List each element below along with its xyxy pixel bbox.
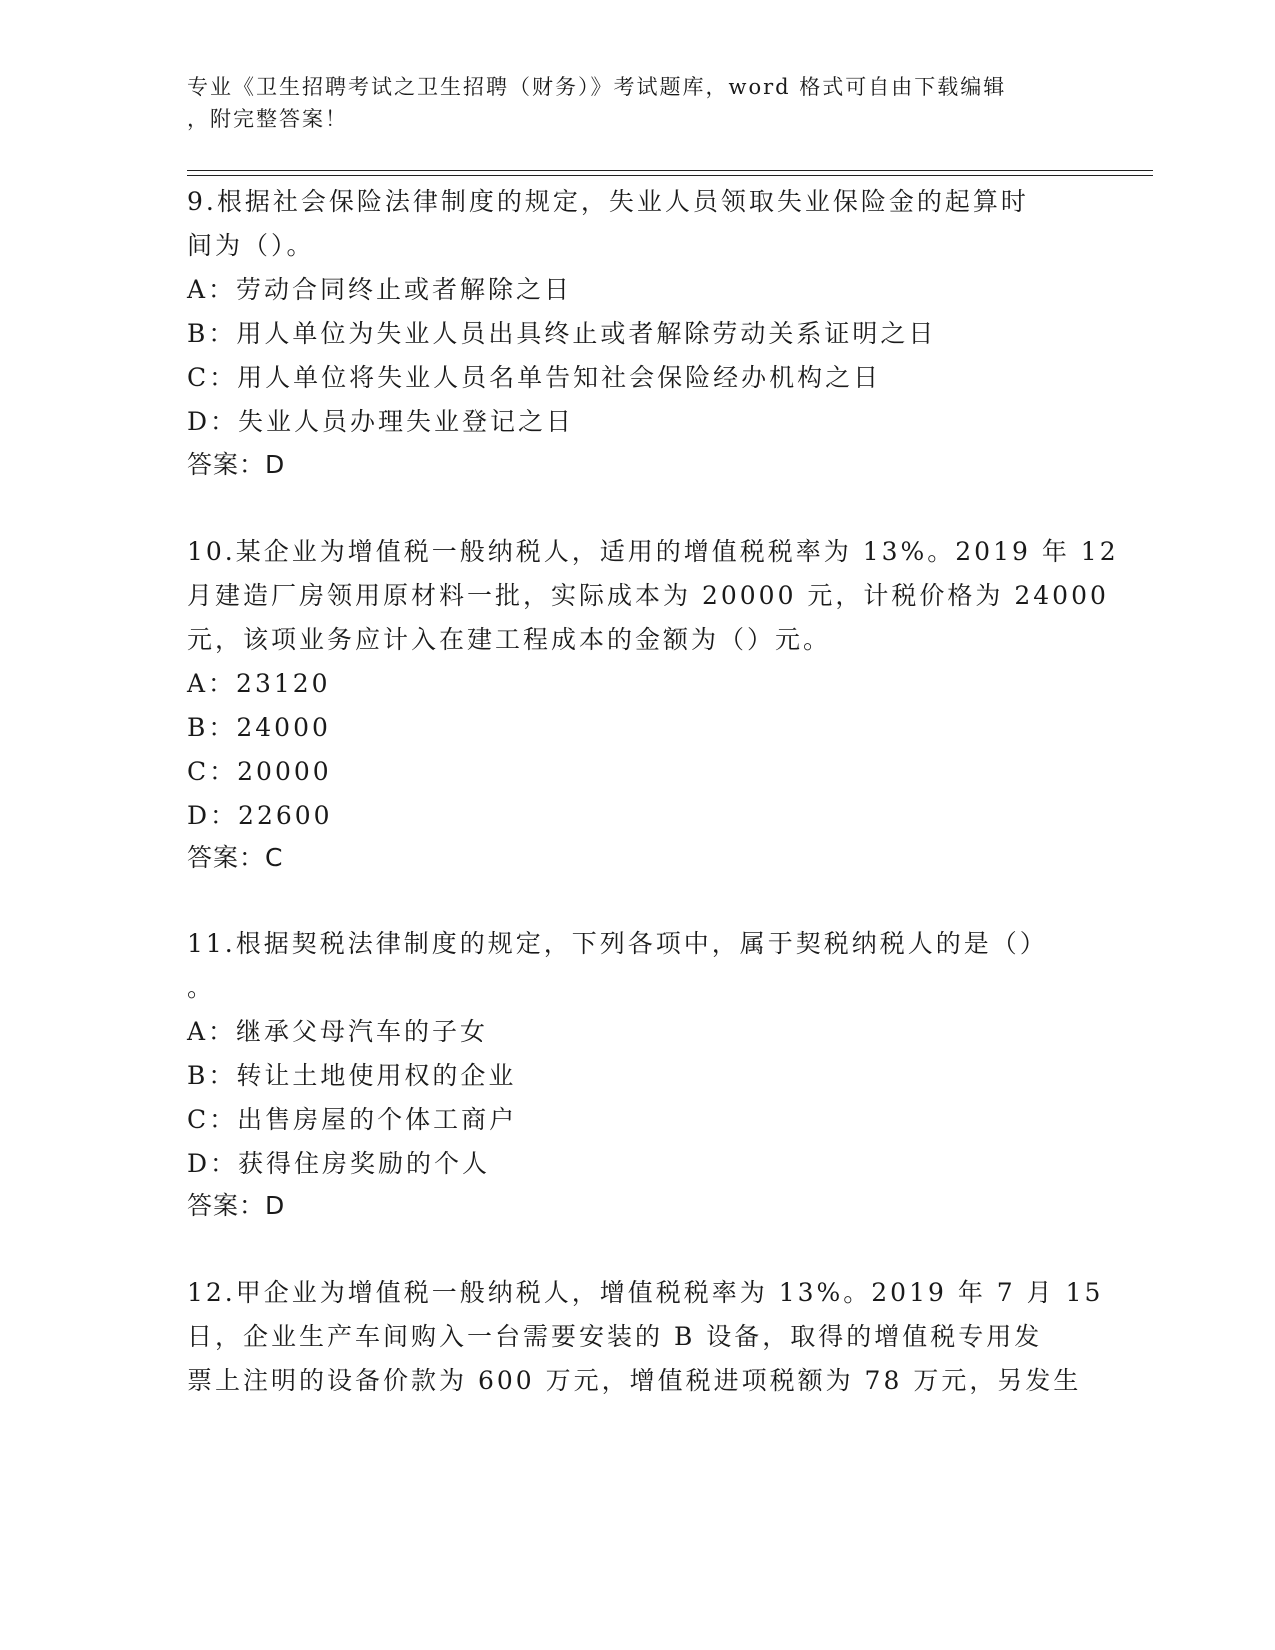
q9-answer: 答案：D (187, 450, 286, 479)
q10-option-a: A：23120 (187, 669, 331, 698)
header-line-2: ，附完整答案！ (187, 107, 348, 131)
q11-option-d: D：获得住房奖励的个人 (187, 1149, 491, 1178)
q9-option-d: D：失业人员办理失业登记之日 (187, 407, 575, 436)
q11-answer: 答案：D (187, 1191, 286, 1220)
q10-option-d: D：22600 (187, 801, 333, 830)
header-rule-top (187, 170, 1153, 171)
q9-option-c: C：用人单位将失业人员名单告知社会保险经办机构之日 (187, 363, 882, 392)
q11-stem-line-2: 。 (187, 973, 216, 1002)
q11-option-c: C：出售房屋的个体工商户 (187, 1105, 518, 1134)
q9-stem-line-2: 间为（）。 (187, 231, 315, 260)
q12-stem-line-1: 12.甲企业为增值税一般纳税人，增值税税率为 13%。2019 年 7 月 15 (187, 1278, 1104, 1307)
q11-option-a: A：继承父母汽车的子女 (187, 1017, 489, 1046)
q10-stem-line-3: 元，该项业务应计入在建工程成本的金额为（）元。 (187, 625, 832, 654)
q12-stem-line-3: 票上注明的设备价款为 600 万元，增值税进项税额为 78 万元，另发生 (187, 1366, 1082, 1395)
header-rule-bottom (187, 175, 1153, 176)
q10-option-b: B：24000 (187, 713, 331, 742)
q11-option-b: B：转让土地使用权的企业 (187, 1061, 517, 1090)
q9-option-a: A：劳动合同终止或者解除之日 (187, 275, 573, 304)
q9-stem-line-1: 9.根据社会保险法律制度的规定，失业人员领取失业保险金的起算时 (187, 187, 1029, 216)
q10-option-c: C：20000 (187, 757, 332, 786)
q12-stem-line-2: 日，企业生产车间购入一台需要安装的 B 设备，取得的增值税专用发 (187, 1322, 1043, 1351)
q11-stem-line-1: 11.根据契税法律制度的规定，下列各项中，属于契税纳税人的是（） (187, 929, 1048, 958)
q10-stem-line-2: 月建造厂房领用原材料一批，实际成本为 20000 元，计税价格为 24000 (187, 581, 1109, 610)
q10-stem-line-1: 10.某企业为增值税一般纳税人，适用的增值税税率为 13%。2019 年 12 (187, 537, 1119, 566)
header-line-1: 专业《卫生招聘考试之卫生招聘（财务）》考试题库，word 格式可自由下载编辑 (187, 75, 1007, 99)
q9-option-b: B：用人单位为失业人员出具终止或者解除劳动关系证明之日 (187, 319, 937, 348)
q10-answer: 答案：C (187, 843, 284, 872)
